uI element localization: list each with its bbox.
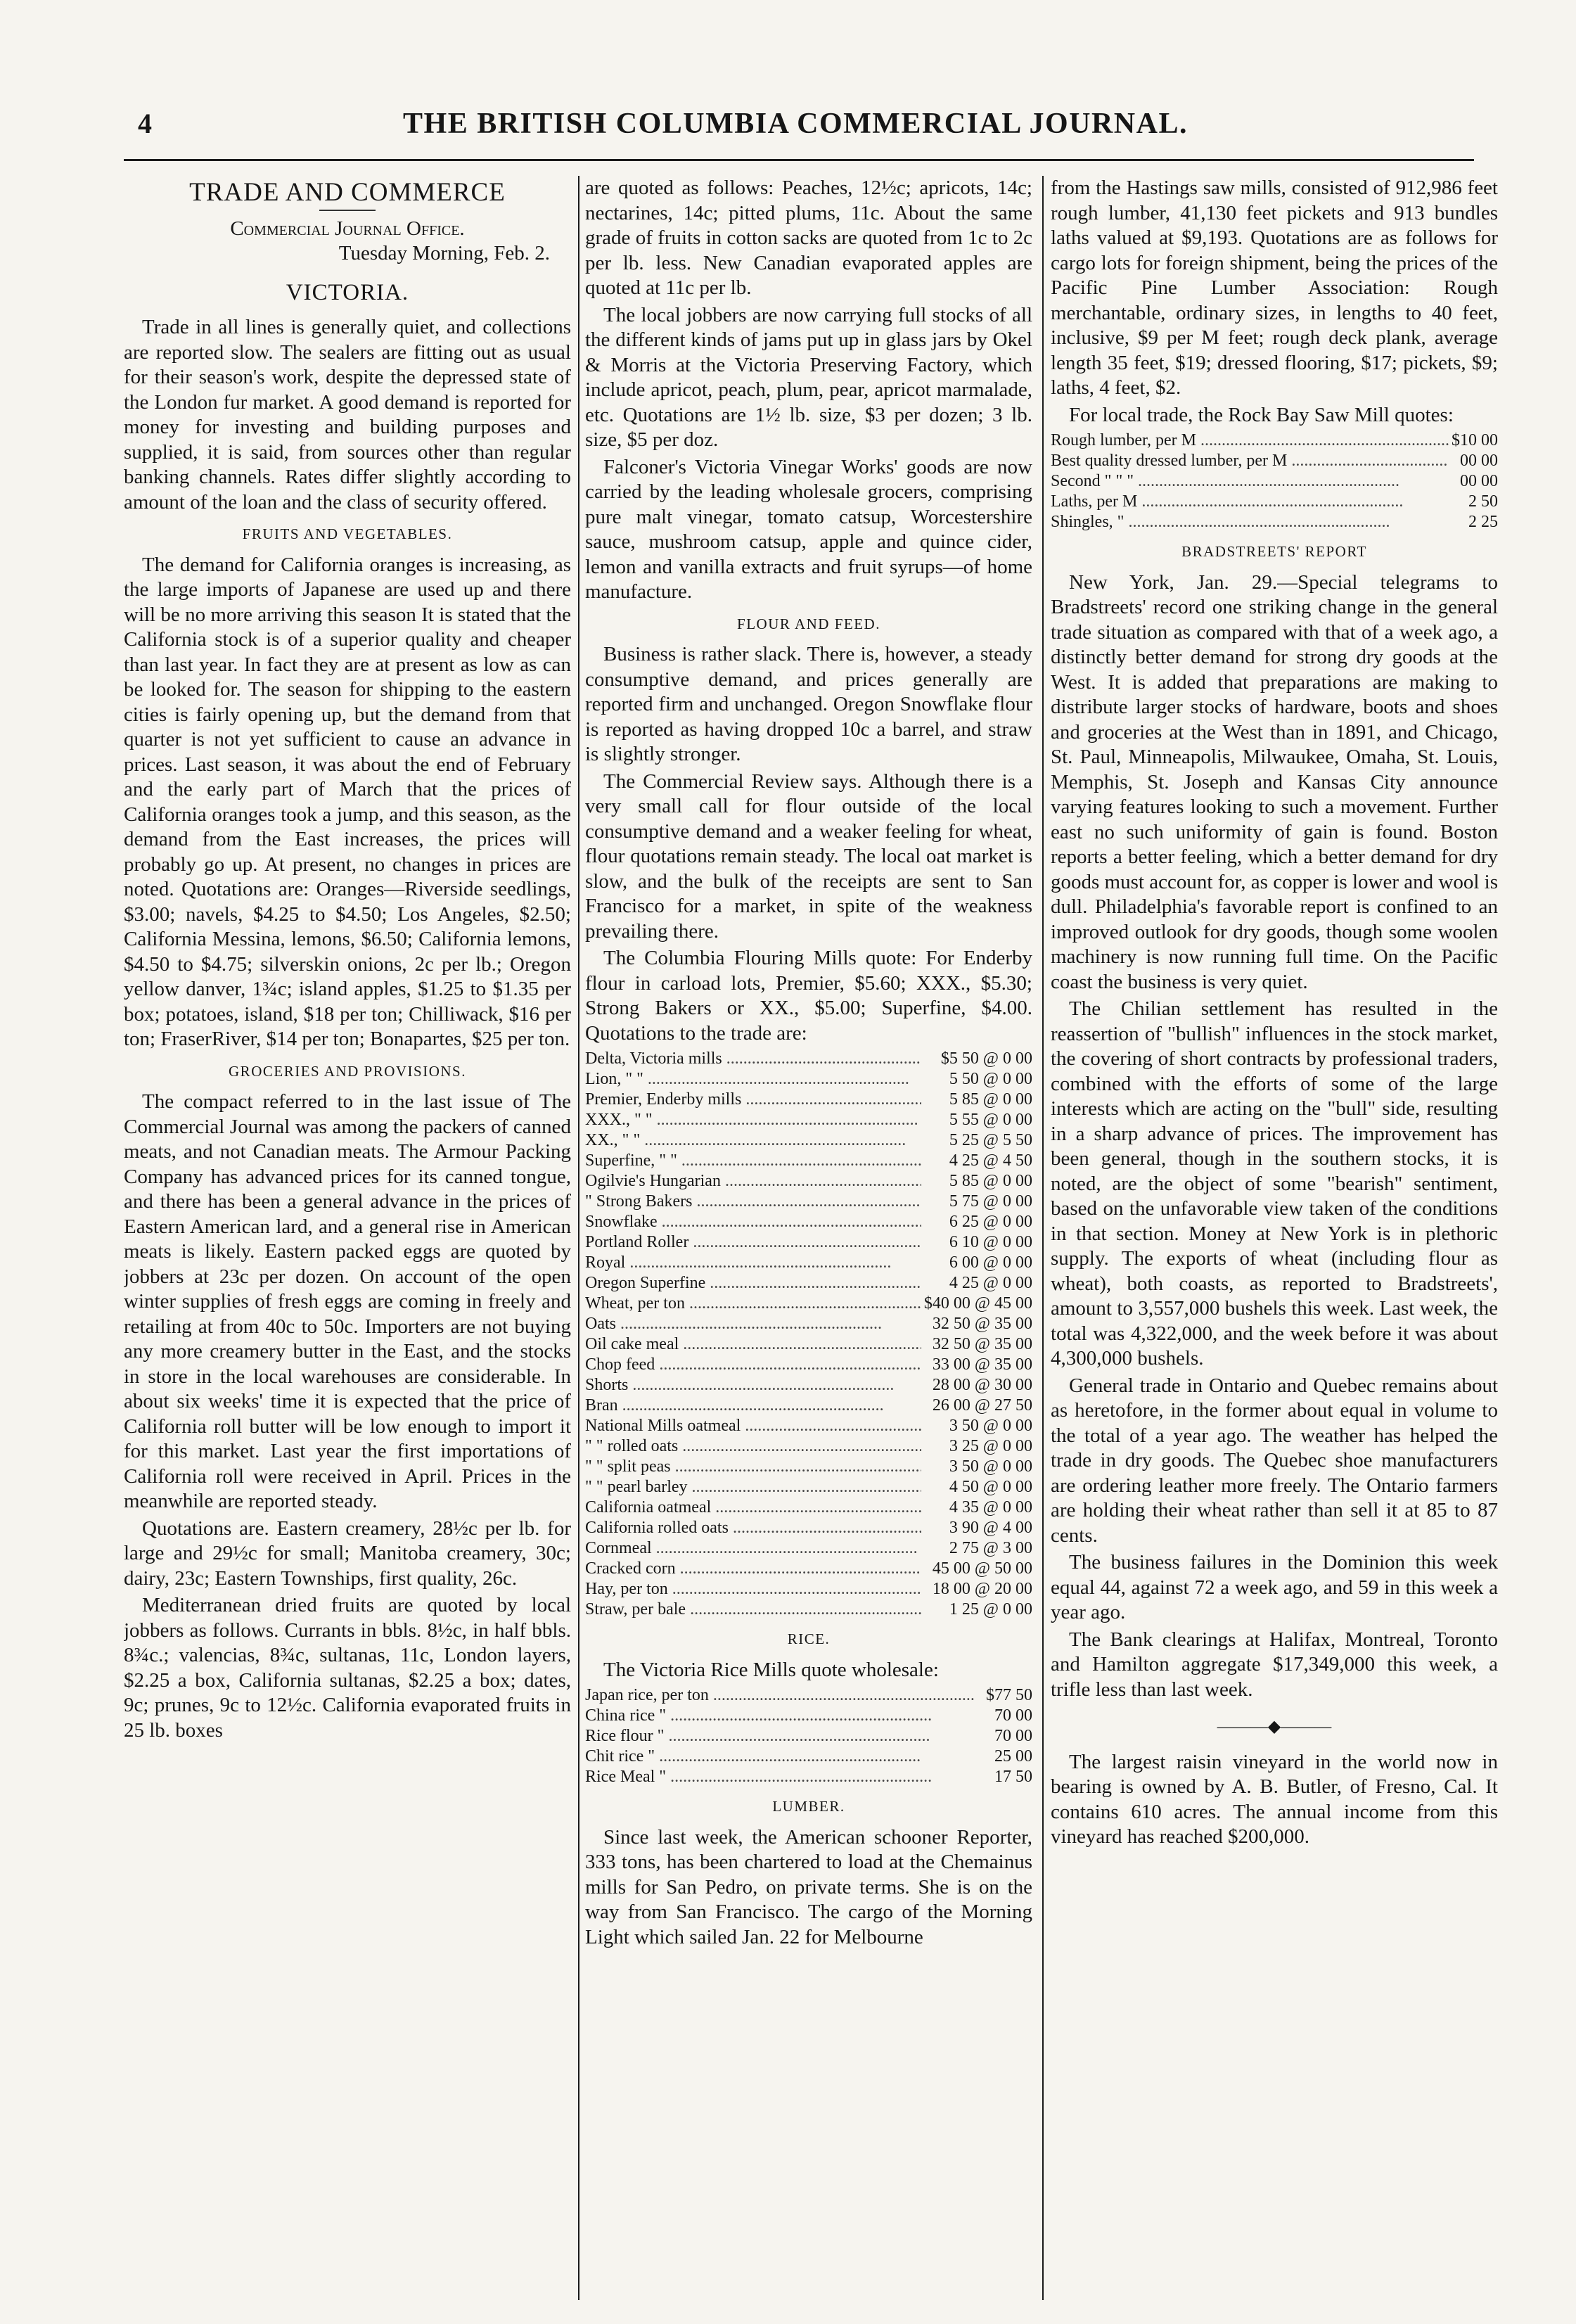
price-item: XXX., " " .....	[585, 1110, 921, 1130]
subheading-groceries: GROCERIES AND PROVISIONS.	[229, 1062, 466, 1080]
paragraph-lumber: Since last week, the American schooner Reporter, 333 tons, has been chartered to load at the Chemainus mills for San Pedro, on private terms. She is on the way from San Francisco. The cargo of the Morning Light which sailed Jan. 22 for Melbourne	[585, 1825, 1032, 1948]
price-item: Second " " " .....	[1051, 471, 1449, 492]
column-2	[585, 176, 1032, 2300]
price-row	[585, 1232, 1032, 1253]
price-item: Royal .....	[585, 1253, 921, 1273]
price-item: Superfine, " " .....	[585, 1151, 921, 1171]
price-item: Bran .....	[585, 1396, 921, 1416]
price-row	[585, 1192, 1032, 1212]
paragraph-failures: The business failures in the Dominion this week equal 44, against 72 a week ago, and 59 in this week a year ago.	[1051, 1551, 1498, 1623]
price-value: 1 25 @ 0 00	[949, 1600, 1032, 1618]
city-heading: VICTORIA.	[286, 279, 409, 305]
price-row	[585, 1130, 1032, 1151]
page-header	[138, 107, 1453, 149]
rice-price-table	[585, 1685, 1032, 1787]
price-value: 2 25	[1468, 513, 1498, 531]
price-value: 26 00 @ 27 50	[932, 1396, 1032, 1415]
price-row	[585, 1416, 1032, 1436]
price-item: Hay, per ton .....	[585, 1579, 921, 1600]
price-row	[585, 1436, 1032, 1457]
price-value: 5 55 @ 0 00	[949, 1111, 1032, 1129]
price-value: 00 00	[1460, 472, 1498, 490]
price-value: 33 00 @ 35 00	[932, 1355, 1032, 1374]
price-row	[585, 1090, 1032, 1110]
price-item: Cornmeal .....	[585, 1538, 921, 1559]
price-row	[1051, 471, 1498, 492]
price-item: California rolled oats .....	[585, 1518, 921, 1538]
price-row	[1051, 492, 1498, 512]
price-row	[1051, 451, 1498, 471]
price-item: " " rolled oats .....	[585, 1436, 921, 1457]
price-item: Chit rice " .....	[585, 1747, 983, 1767]
price-value: 5 85 @ 0 00	[949, 1172, 1032, 1190]
price-item: Japan rice, per ton .....	[585, 1685, 983, 1706]
price-row	[1051, 430, 1498, 451]
paragraph-clearings: The Bank clearings at Halifax, Montreal, Toronto and Hamilton aggregate $17,349,000 this week, a trifle less than last week.	[1051, 1628, 1498, 1701]
price-value: 25 00	[994, 1747, 1032, 1766]
price-value: $40 00 @ 45 00	[923, 1294, 1032, 1313]
office-line: Commercial Journal Office.	[230, 217, 465, 240]
price-value: 70 00	[994, 1727, 1032, 1745]
price-item: Lion, " " .....	[585, 1069, 921, 1090]
price-row	[585, 1559, 1032, 1579]
column-1	[124, 176, 571, 2300]
price-row	[585, 1579, 1032, 1600]
paragraph-rock-bay: For local trade, the Rock Bay Saw Mill quotes:	[1069, 403, 1454, 426]
price-item: Laths, per M .....	[1051, 492, 1449, 512]
subheading-rice: RICE.	[787, 1630, 831, 1647]
price-item: Wheat, per ton .....	[585, 1294, 921, 1314]
price-value: 2 75 @ 3 00	[949, 1539, 1032, 1557]
price-value: 45 00 @ 50 00	[932, 1559, 1032, 1578]
price-item: Cracked corn .....	[585, 1559, 921, 1579]
price-value: 28 00 @ 30 00	[932, 1376, 1032, 1394]
price-item: Oregon Superfine .....	[585, 1273, 921, 1294]
price-item: Shingles, " .....	[1051, 512, 1449, 532]
price-row	[585, 1726, 1032, 1747]
paragraph-continued: are quoted as follows: Peaches, 12½c; apricots, 14c; nectarines, 14c; pitted plums, 11c. About the same grade of fruits in cotton sacks are quoted from 1c to 2c per lb. less. New Canadian evaporated apples are quoted at 11c per lb.	[585, 177, 1032, 299]
price-row	[585, 1069, 1032, 1090]
paragraph-intro: Trade in all lines is generally quiet, and collections are reported slow. The sealers are fitting out as usual for their season's work, despite the depressed state of the London fur market. A good demand is reported for money for investing and building purposes and supplied, it is said, from sources other than regular banking channels. Rates differ slightly according to amount of the loan and the class of security offered.	[124, 316, 571, 513]
paragraph-dried-fruits: Mediterranean dried fruits are quoted by local jobbers as follows. Currants in bbls. 8½c, in half bbls. 8¾c.; valencias, 8¾c, sultanas, 11c, London layers, $2.25 a box, California sultanas, $2.25 a box; dates, 9c; prunes, 9c to 12½c. California evaporated fruits in 25 lb. boxes	[124, 1594, 571, 1742]
price-row	[585, 1600, 1032, 1620]
price-value: 5 25 @ 5 50	[949, 1131, 1032, 1149]
price-row	[585, 1273, 1032, 1294]
lumber-price-table	[1051, 430, 1498, 532]
price-item: Rice Meal " .....	[585, 1767, 983, 1787]
price-row	[585, 1518, 1032, 1538]
dateline: Tuesday Morning, Feb. 2.	[338, 242, 550, 264]
price-row	[585, 1151, 1032, 1171]
header-rule	[124, 159, 1474, 161]
paragraph-vinegar: Falconer's Victoria Vinegar Works' goods are now carried by the leading wholesale grocers, comprising pure malt vinegar, tomato catsup, Worcestershire sauce, mushroom catsup, apple and quince cider, lemon and vanilla extracts and fruit syrups—of home manufacture.	[585, 455, 1032, 603]
price-row	[585, 1049, 1032, 1069]
price-row	[585, 1477, 1032, 1498]
price-value: 70 00	[994, 1706, 1032, 1725]
price-value: 3 25 @ 0 00	[949, 1437, 1032, 1455]
price-row	[585, 1457, 1032, 1477]
price-item: Delta, Victoria mills .....	[585, 1049, 921, 1069]
price-value: 2 50	[1468, 492, 1498, 511]
price-item: Best quality dressed lumber, per M .....	[1051, 451, 1449, 471]
price-item: Rough lumber, per M .....	[1051, 430, 1449, 451]
subheading-bradstreets: BRADSTREETS' REPORT	[1181, 543, 1367, 560]
price-item: Straw, per bale .....	[585, 1600, 921, 1620]
paragraph-groceries: The compact referred to in the last issue of The Commercial Journal was among the packers of canned meats, and not Canadian meats. The Armour Packing Company has advanced prices for its canned tongue, and there has been a general advance in the prices of Eastern American lard, and a general rise in American meats is likely. Eastern packed eggs are quoted by jobbers at 23c per dozen. On account of the open winter supplies of fresh eggs are coming in freely and retailing at from 40c to 50c. Importers are not buying any more creamery butter in the East, and the stocks in store in the local warehouses are considerable. In about six weeks' time it is expected that the price of California roll butter will be low enough to import it for this market. Last year the first importations of California roll were received in April. Prices in the meanwhile are reported steady.	[124, 1090, 571, 1512]
paragraph-ontario: General trade in Ontario and Quebec remains about as heretofore, in the former about equal in volume to the total of a year ago. The weather has helped the trade in dry goods. The Quebec shoe manufacturers are ordering leather more freely. The Ontario farmers are holding their wheat rather than sell it at 85 to 87 cents.	[1051, 1374, 1498, 1547]
price-value: 17 50	[994, 1768, 1032, 1786]
price-value: 3 50 @ 0 00	[949, 1457, 1032, 1476]
flour-price-table	[585, 1049, 1032, 1620]
price-value: 32 50 @ 35 00	[932, 1335, 1032, 1353]
price-item: Oats .....	[585, 1314, 921, 1334]
paragraph-flour: Business is rather slack. There is, however, a steady consumptive demand, and prices generally are reported firm and unchanged. Oregon Snowflake flour is reported as having dropped 10c a barrel, and straw is slightly stronger.	[585, 643, 1032, 765]
price-value: $5 50 @ 0 00	[940, 1049, 1032, 1068]
paragraph-new-york: New York, Jan. 29.—Special telegrams to Bradstreets' record one striking change in the general trade situation as compared with that of a week ago, a distinctly better demand for strong dry goods at the West. It is added that preparations are making to distribute larger stocks of hardware, boots and shoes and groceries at the West than in 1891, and Chicago, St. Paul, Minneapolis, Milwaukee, Omaha, St. Louis, Memphis, St. Joseph and Kansas City announce varying features looking to such a movement. Further east no such uniformity of gain is found. Boston reports a better feeling, which a better demand for dry goods must account for, as copper is lower and wool is dull. Philadelphia's favorable report is confined to an improved outlook for dry goods, though some woolen machinery is now running full time. On the Pacific coast the business is very quiet.	[1051, 570, 1498, 993]
paragraph-fruits: The demand for California oranges is increasing, as the large imports of Japanese are used up and there will be no more arriving this season It is stated that the California stock is of a superior quality and cheaper than last year. In fact they are at present as low as can be looked for. The season for shipping to the eastern cities is fairly opening up, but the demand from that quarter is not yet sufficient to cause an advance in prices. Last season, it was about the end of February and the early part of March that the prices of California oranges took a jump, and this season, as the demand from the East increases, the prices will probably go up. At present, no changes in prices are noted. Quotations are: Oranges—Riverside seedlings, $3.00; navels, $4.25 to $4.50; Los Angeles, $2.50; California Messina, lemons, $6.50; California lemons, $4.50 to $4.75; silverskin onions, 2c per lb.; Oregon yellow danver, 1¾c; island apples, $1.25 to $1.35 per box; potatoes, island, $18 per ton; Chilliwack, $16 per ton; FraserRiver, $14 per ton; Bonapartes, $25 per ton.	[124, 553, 571, 1050]
price-value: 6 25 @ 0 00	[949, 1213, 1032, 1231]
price-value: $77 50	[986, 1686, 1032, 1704]
subheading-fruits: FRUITS AND VEGETABLES.	[242, 525, 453, 542]
price-item: Portland Roller .....	[585, 1232, 921, 1253]
price-item: XX., " " .....	[585, 1130, 921, 1151]
price-value: 3 50 @ 0 00	[949, 1417, 1032, 1435]
page-number: 4	[138, 108, 152, 139]
heading-rule	[319, 210, 376, 211]
price-row	[585, 1375, 1032, 1396]
price-value: 5 50 @ 0 00	[949, 1070, 1032, 1088]
price-row	[585, 1767, 1032, 1787]
paragraph-continued: from the Hastings saw mills, consisted of 912,986 feet rough lumber, 41,130 feet pickets and 913 bundles laths valued at $9,193. Quotations are as follows for cargo lots for foreign shipment, being the prices of the Pacific Pine Lumber Association: Rough merchantable, ordinary sizes, in lengths to 40 feet, inclusive, $9 per M feet; rough deck plank, average length 35 feet, $19; dressed flooring, $17; pickets, $9; laths, 4 feet, $2.	[1051, 177, 1498, 399]
price-value: 3 90 @ 4 00	[949, 1519, 1032, 1537]
paragraph-quotations: Quotations are. Eastern creamery, 28½c per lb. for large and 29½c for small; Manitoba creamery, 30c; dairy, 23c; Eastern Townships, first quality, 26c.	[124, 1517, 571, 1590]
price-item: Shorts .....	[585, 1375, 921, 1396]
price-item: Rice flour " .....	[585, 1726, 983, 1747]
price-row	[585, 1747, 1032, 1767]
paragraph-mills: The Columbia Flouring Mills quote: For Enderby flour in carload lots, Premier, $5.60; XXX., $5.30; Strong Bakers or XX., $5.00; Superfine, $4.00. Quotations to the trade are:	[585, 947, 1032, 1045]
paragraph-review: The Commercial Review says. Although there is a very small call for flour outside of the local consumptive demand and a weaker feeling for wheat, flour quotations remain steady. The local oat market is slow, and the bulk of the receipts are sent to San Francisco for a market, in spite of the weakness prevailing there.	[585, 770, 1032, 943]
paragraph-jams: The local jobbers are now carrying full stocks of all the different kinds of jams put up in glass jars by Okel & Morris at the Victoria Preserving Factory, which include apricot, peach, plum, pear, apricot marmalade, etc. Quotations are 1½ lb. size, $3 per dozen; 3 lb. size, $5 per doz.	[585, 303, 1032, 451]
price-value: $10 00	[1452, 431, 1498, 449]
price-item: " Strong Bakers .....	[585, 1192, 921, 1212]
price-row	[1051, 512, 1498, 532]
price-row	[585, 1396, 1032, 1416]
price-value: 4 35 @ 0 00	[949, 1498, 1032, 1517]
paragraph-rice: The Victoria Rice Mills quote wholesale:	[603, 1658, 939, 1681]
price-item: National Mills oatmeal .....	[585, 1416, 921, 1436]
subheading-lumber: LUMBER.	[772, 1798, 845, 1815]
column-divider-1	[578, 176, 579, 2300]
price-row	[585, 1685, 1032, 1706]
price-row	[585, 1212, 1032, 1232]
price-item: Ogilvie's Hungarian .....	[585, 1171, 921, 1192]
price-item: California oatmeal .....	[585, 1498, 921, 1518]
price-value: 6 00 @ 0 00	[949, 1253, 1032, 1272]
price-row	[585, 1294, 1032, 1314]
price-item: Chop feed .....	[585, 1355, 921, 1375]
section-heading: TRADE AND COMMERCE	[189, 178, 506, 207]
price-value: 4 25 @ 4 50	[949, 1151, 1032, 1170]
price-item: " " pearl barley .....	[585, 1477, 921, 1498]
price-row	[585, 1355, 1032, 1375]
price-row	[585, 1253, 1032, 1273]
price-value: 18 00 @ 20 00	[932, 1580, 1032, 1598]
price-row	[585, 1706, 1032, 1726]
price-row	[585, 1498, 1032, 1518]
price-value: 4 50 @ 0 00	[949, 1478, 1032, 1496]
price-value: 5 75 @ 0 00	[949, 1192, 1032, 1211]
price-item: Premier, Enderby mills .....	[585, 1090, 921, 1110]
price-value: 6 10 @ 0 00	[949, 1233, 1032, 1251]
paragraph-chilian: The Chilian settlement has resulted in the reassertion of "bullish" influences in the stock market, the covering of short contracts by professional traders, combined with the efforts of some of the large interests which are acting on the "bull" side, resulting in a sharp advance of prices. The improvement has been general, though in the southern stocks, it is noted, are the object of some "bearish" sentiment, based on the unfavorable view taken of the conditions in that section. Money at New York is in plethoric supply. The exports of wheat (including flour as wheat), both coasts, as reported to Bradstreets', amount to 3,557,000 bushels this week. Last week, the total was 4,322,000, and the week before it was about 4,300,000 bushels.	[1051, 997, 1498, 1370]
journal-title: THE BRITISH COLUMBIA COMMERCIAL JOURNAL.	[403, 108, 1188, 140]
price-row	[585, 1110, 1032, 1130]
price-item: " " split peas .....	[585, 1457, 921, 1477]
price-row	[585, 1314, 1032, 1334]
price-value: 32 50 @ 35 00	[932, 1315, 1032, 1333]
subheading-flour: FLOUR AND FEED.	[737, 615, 880, 632]
column-3	[1051, 176, 1498, 2300]
price-value: 4 25 @ 0 00	[949, 1274, 1032, 1292]
price-value: 00 00	[1460, 452, 1498, 470]
price-item: Snowflake .....	[585, 1212, 921, 1232]
price-item: Oil cake meal .....	[585, 1334, 921, 1355]
price-value: 5 85 @ 0 00	[949, 1090, 1032, 1109]
price-item: China rice " .....	[585, 1706, 983, 1726]
price-row	[585, 1334, 1032, 1355]
column-divider-2	[1042, 176, 1044, 2300]
paragraph-raisin: The largest raisin vineyard in the world now in bearing is owned by A. B. Butler, of Fresno, Cal. It contains 610 acres. The annual income from this vineyard has reached $200,000.	[1051, 1750, 1498, 1848]
ornament-divider: ———◆———	[1217, 1718, 1332, 1736]
price-row	[585, 1538, 1032, 1559]
price-row	[585, 1171, 1032, 1192]
